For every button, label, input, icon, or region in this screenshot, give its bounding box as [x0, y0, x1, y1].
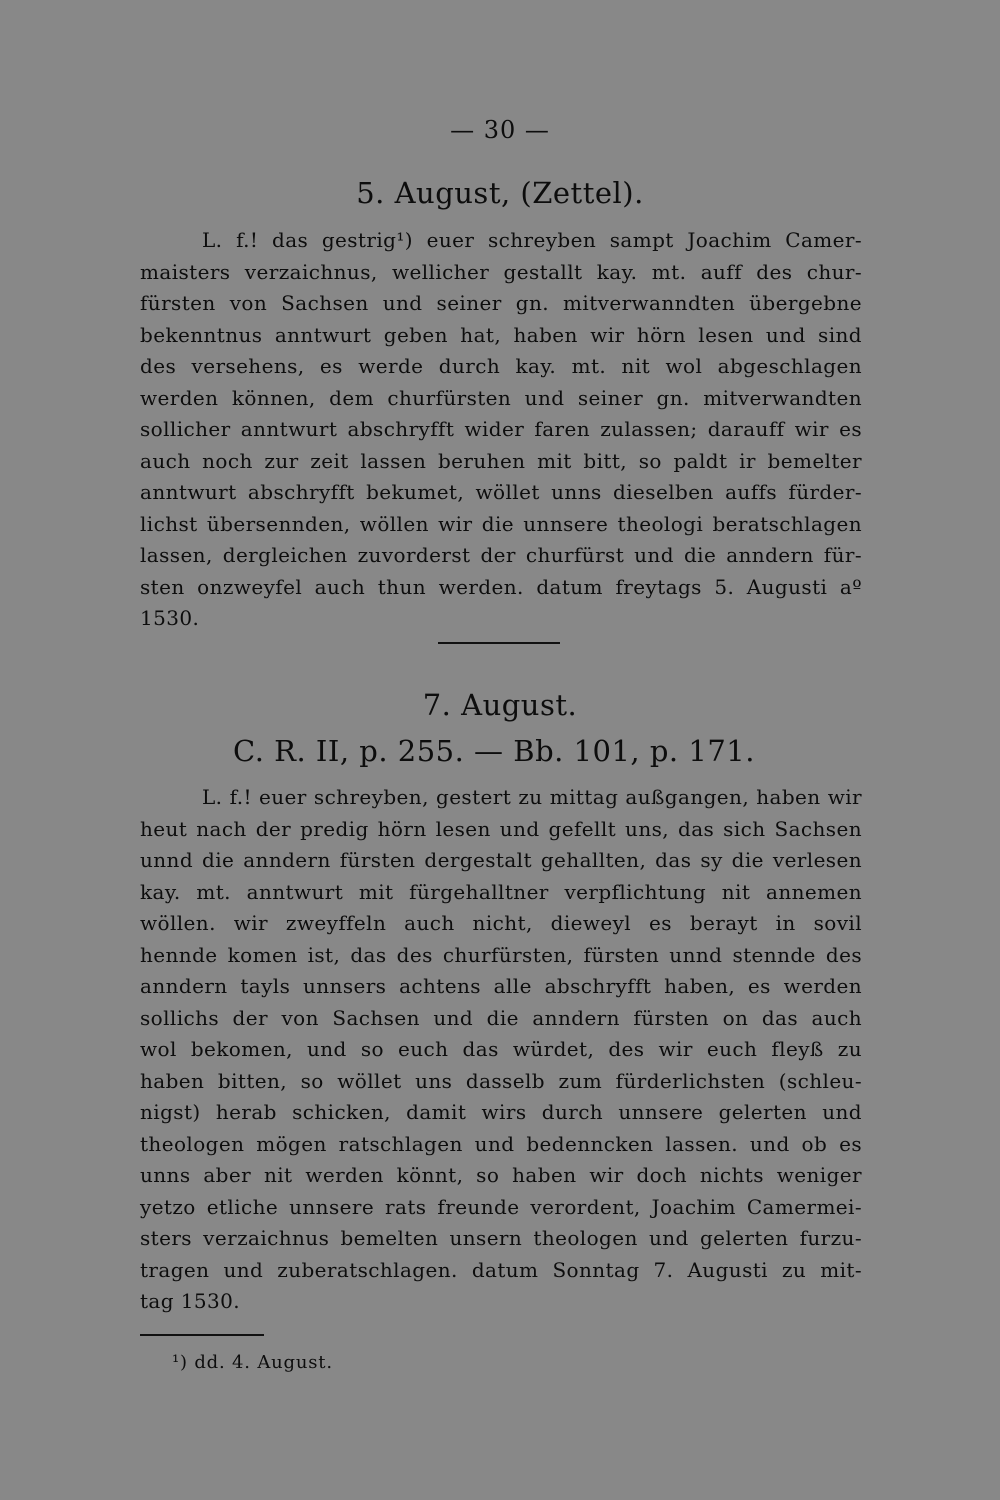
- text-line: nigst) herab schicken, damit wirs durch unnsere gelerten und: [140, 1100, 862, 1124]
- section-2-heading: 7. August.: [422, 688, 578, 722]
- text-line: lassen, dergleichen zuvorderst der churfürst und die anndern für-: [140, 543, 862, 567]
- text-line: 1530.: [140, 606, 200, 630]
- text-line: lichst übersennden, wöllen wir die unnsere theologi beratschlagen: [140, 511, 862, 536]
- section-1-heading: 5. August, (Zettel).: [356, 176, 644, 210]
- text-line: sters verzaichnus bemelten unsern theologen und gelerten furzu-: [140, 1226, 862, 1250]
- text-line: tag 1530.: [140, 1289, 240, 1313]
- text-line: sollicher anntwurt abschryfft wider faren zulassen; darauff wir es: [140, 417, 862, 441]
- text-line: yetzo etliche unnsere rats freunde verordent, Joachim Camermei-: [140, 1194, 862, 1219]
- text-line: maisters verzaichnus, wellicher gestallt kay. mt. auff des chur-: [140, 259, 862, 284]
- text-line: wol bekomen, und so euch das würdet, des wir euch fleyß zu: [140, 1037, 862, 1061]
- section-divider: [438, 642, 560, 644]
- text-line: fürsten von Sachsen und seiner gn. mitverwanndten übergebne: [140, 291, 862, 315]
- text-line: werden können, dem churfürsten und seiner gn. mitverwandten: [140, 385, 862, 410]
- text-line: sten onzweyfel auch thun werden. datum freytags 5. Augusti aº: [140, 574, 862, 599]
- text-line: kay. mt. anntwurt mit fürgehalltner verpflichtung nit annemen: [140, 879, 862, 904]
- section-2-reference: C. R. II, p. 255. — Bb. 101, p. 171.: [233, 734, 755, 768]
- footnote: ¹) dd. 4. August.: [172, 1352, 333, 1373]
- text-line: L. f.! euer schreyben, gestert zu mittag außgangen, haben wir: [202, 785, 862, 809]
- section-2-body: [140, 782, 862, 1318]
- text-line: auch noch zur zeit lassen beruhen mit bitt, so paldt ir bemelter: [140, 448, 862, 473]
- text-line: haben bitten, so wöllet uns dasselb zum fürderlichsten (schleu-: [140, 1068, 862, 1093]
- text-line: des versehens, es werde durch kay. mt. nit wol abgeschlagen: [140, 354, 862, 378]
- text-line: sollichs der von Sachsen und die anndern fürsten on das auch: [140, 1005, 862, 1030]
- text-line: anndern tayls unnsers achtens alle abschryfft haben, es werden: [140, 974, 862, 998]
- text-line: unns aber nit werden könnt, so haben wir doch nichts weniger: [140, 1163, 862, 1187]
- text-line: wöllen. wir zweyffeln auch nicht, dieweyl es berayt in sovil: [140, 911, 862, 935]
- text-line: bekenntnus anntwurt geben hat, haben wir hörn lesen und sind: [140, 322, 862, 347]
- text-line: theologen mögen ratschlagen und bedenncken lassen. und ob es: [140, 1131, 862, 1156]
- text-line: anntwurt abschryfft bekumet, wöllet unns dieselben auffs fürder-: [140, 480, 862, 504]
- footnote-divider: [140, 1334, 264, 1336]
- page-number: — 30 —: [450, 116, 550, 144]
- text-line: hennde komen ist, das des churfürsten, fürsten unnd stennde des: [140, 942, 862, 967]
- text-line: unnd die anndern fürsten dergestalt gehallten, das sy die verlesen: [140, 848, 862, 872]
- text-line: heut nach der predig hörn lesen und gefellt uns, das sich Sachsen: [140, 816, 862, 841]
- text-line: L. f.! das gestrig¹) euer schreyben sampt Joachim Camer-: [202, 228, 862, 252]
- text-line: tragen und zuberatschlagen. datum Sonntag 7. Augusti zu mit-: [140, 1257, 862, 1282]
- section-1-body: [140, 225, 862, 635]
